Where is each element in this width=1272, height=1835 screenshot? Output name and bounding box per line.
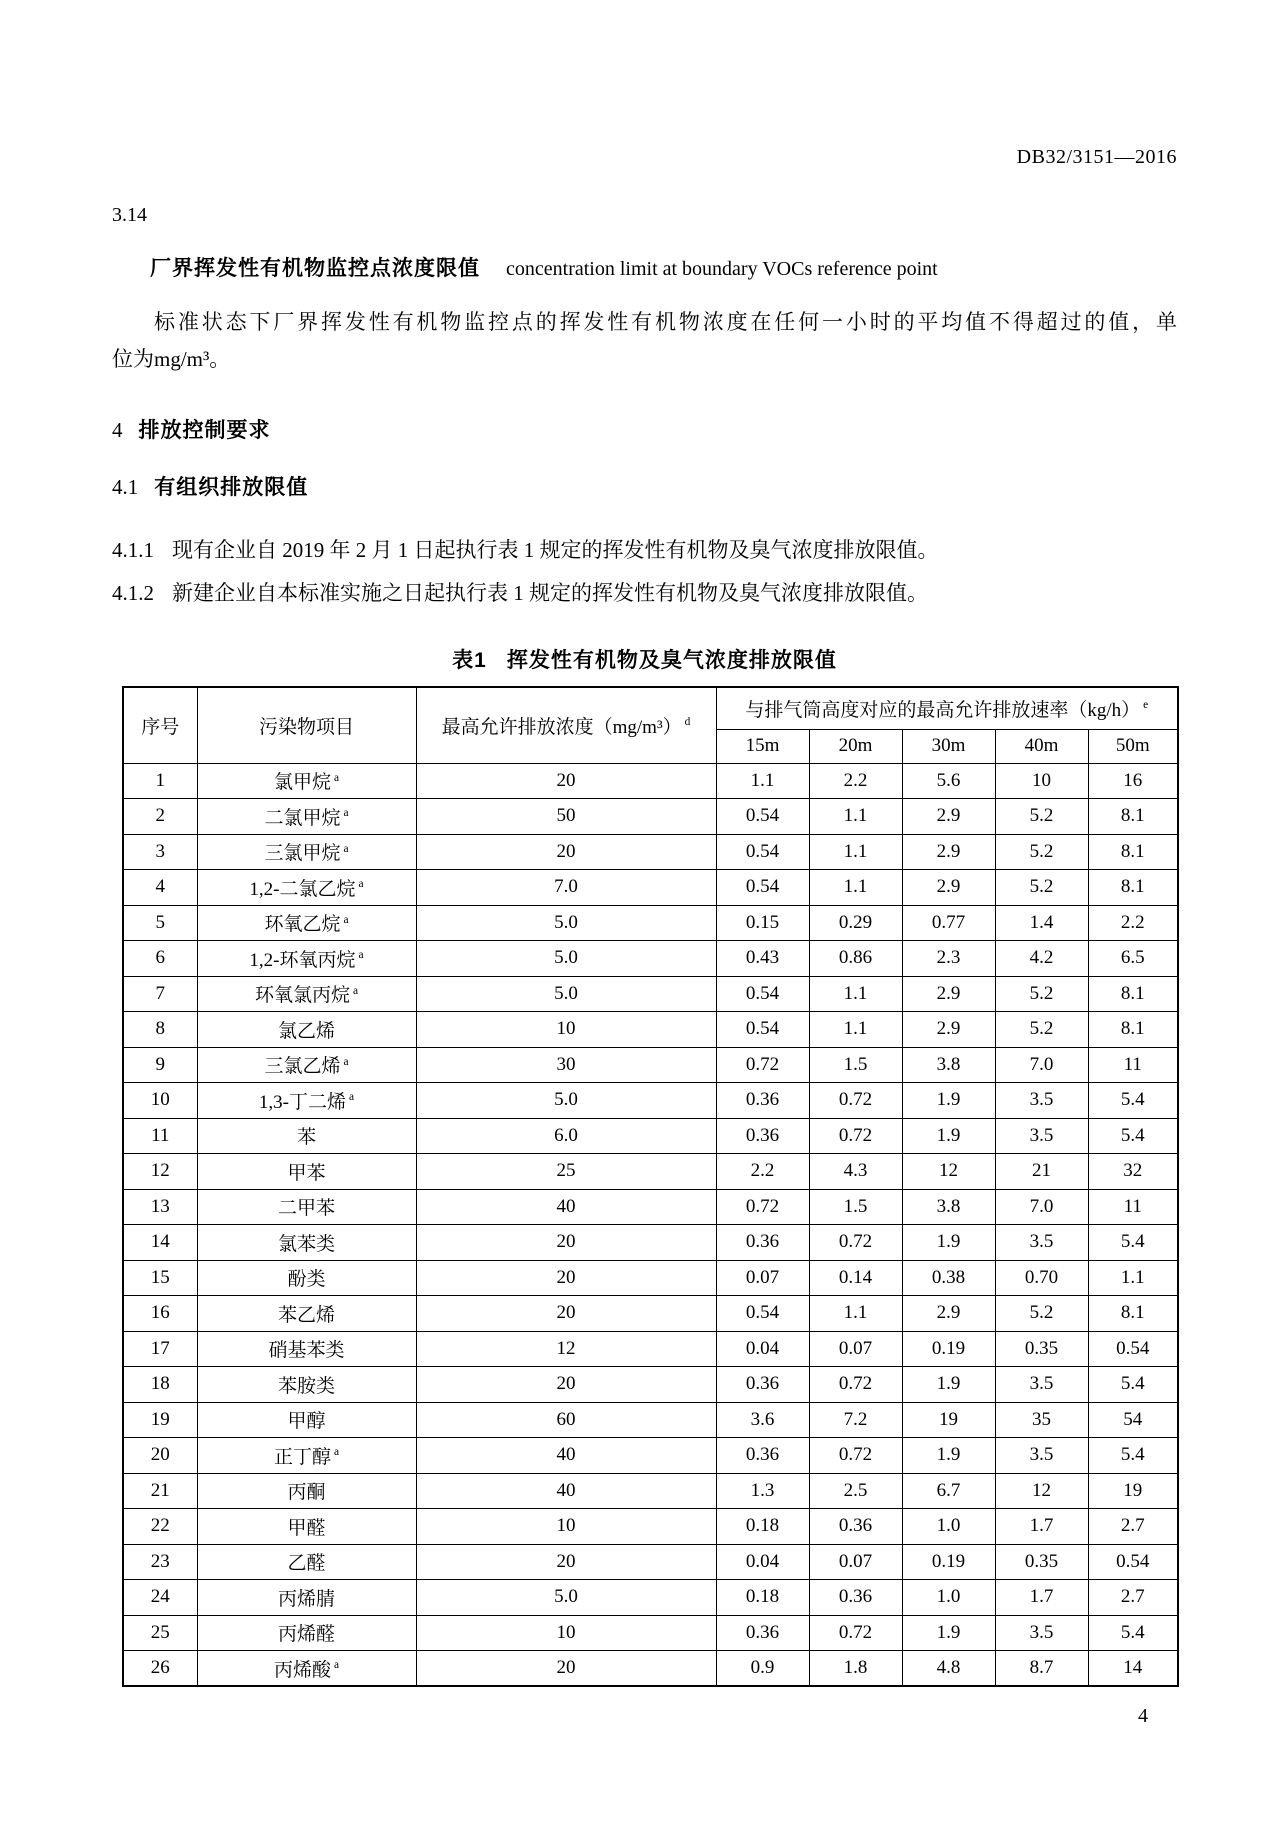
row-rate-30m: 0.19	[902, 1544, 995, 1580]
row-rate-20m: 0.86	[809, 941, 902, 977]
row-rate-15m: 0.15	[716, 905, 809, 941]
column-header-seq: 序号	[123, 687, 197, 763]
row-rate-20m: 1.1	[809, 1012, 902, 1048]
row-rate-30m: 3.8	[902, 1189, 995, 1225]
table-row	[123, 941, 1178, 977]
row-rate-15m: 0.36	[716, 1225, 809, 1261]
emission-limits-table	[122, 686, 1179, 1687]
row-seq: 12	[123, 1154, 197, 1190]
table-row	[123, 799, 1178, 835]
row-pollutant: 1,3-丁二烯 $^a$	[197, 1083, 416, 1119]
column-header-rate-group-text: 与排气筒高度对应的最高允许排放速率（kg/h）	[745, 699, 1141, 721]
row-rate-40m: 4.2	[995, 941, 1088, 977]
row-rate-15m: 0.54	[716, 976, 809, 1012]
row-rate-20m: 1.5	[809, 1189, 902, 1225]
row-pollutant: 正丁醇 $^a$	[197, 1438, 416, 1474]
row-pollutant: 二氯甲烷 $^a$	[197, 799, 416, 835]
row-concentration: 40	[416, 1438, 716, 1474]
table-row	[123, 1260, 1178, 1296]
clause-4-1-1-text: 现有企业自 2019 年 2 月 1 日起执行表 1 规定的挥发性有机物及臭气浓度排放限值。	[172, 538, 939, 562]
table-row	[123, 870, 1178, 906]
table-row	[123, 1402, 1178, 1438]
footnote-marker-a: a	[333, 1446, 340, 1459]
table-1-caption-label: 表1	[452, 649, 487, 672]
row-rate-30m: 1.9	[902, 1225, 995, 1261]
table-row	[123, 976, 1178, 1012]
row-seq: 18	[123, 1367, 197, 1403]
table-row	[123, 1118, 1178, 1154]
row-rate-50m: 8.1	[1088, 834, 1178, 870]
row-rate-20m: 0.72	[809, 1615, 902, 1651]
row-rate-30m: 1.9	[902, 1367, 995, 1403]
row-rate-40m: 0.70	[995, 1260, 1088, 1296]
row-rate-20m: 4.3	[809, 1154, 902, 1190]
table-row	[123, 1473, 1178, 1509]
row-concentration: 20	[416, 1651, 716, 1687]
row-rate-40m: 8.7	[995, 1651, 1088, 1687]
term-english: concentration limit at boundary VOCs reference point	[506, 258, 938, 280]
row-rate-30m: 2.9	[902, 976, 995, 1012]
row-concentration: 20	[416, 1367, 716, 1403]
row-rate-20m: 1.1	[809, 870, 902, 906]
row-rate-15m: 0.36	[716, 1367, 809, 1403]
footnote-marker-a: a	[343, 913, 349, 926]
footnote-marker-a: a	[343, 807, 349, 820]
row-rate-20m: 0.36	[809, 1509, 902, 1545]
row-rate-40m: 1.4	[995, 905, 1088, 941]
row-rate-40m: 5.2	[995, 1012, 1088, 1048]
row-rate-15m: 0.9	[716, 1651, 809, 1687]
row-rate-50m: 5.4	[1088, 1083, 1178, 1119]
row-seq: 11	[123, 1118, 197, 1154]
table-row	[123, 1651, 1178, 1687]
row-rate-30m: 1.0	[902, 1580, 995, 1616]
row-seq: 15	[123, 1260, 197, 1296]
row-rate-40m: 3.5	[995, 1225, 1088, 1261]
row-concentration: 60	[416, 1402, 716, 1438]
table-row	[123, 1367, 1178, 1403]
row-rate-20m: 0.72	[809, 1118, 902, 1154]
row-rate-15m: 0.54	[716, 799, 809, 835]
pollutant-table-body	[123, 763, 1178, 1686]
column-header-concentration	[416, 687, 716, 763]
row-seq: 9	[123, 1047, 197, 1083]
row-rate-40m: 1.7	[995, 1580, 1088, 1616]
clause-number-3-14: 3.14	[112, 204, 147, 226]
table-row	[123, 1047, 1178, 1083]
row-rate-20m: 1.1	[809, 976, 902, 1012]
section-4-1-heading	[112, 471, 308, 501]
row-rate-30m: 2.3	[902, 941, 995, 977]
row-concentration: 30	[416, 1047, 716, 1083]
row-rate-50m: 5.4	[1088, 1615, 1178, 1651]
row-rate-15m: 1.3	[716, 1473, 809, 1509]
row-rate-15m: 0.54	[716, 870, 809, 906]
row-pollutant: 甲苯	[197, 1154, 416, 1190]
row-concentration: 40	[416, 1189, 716, 1225]
table-header	[123, 687, 1178, 763]
table-row	[123, 1544, 1178, 1580]
row-pollutant: 苯乙烯	[197, 1296, 416, 1332]
row-pollutant: 氯乙烯	[197, 1012, 416, 1048]
definition-text-line1: 标准状态下厂界挥发性有机物监控点的挥发性有机物浓度在任何一小时的平均值不得超过的值，单	[154, 310, 1177, 334]
table-row	[123, 1225, 1178, 1261]
row-concentration: 5.0	[416, 976, 716, 1012]
column-header-20m: 20m	[809, 729, 902, 763]
row-rate-30m: 5.6	[902, 763, 995, 799]
row-seq: 8	[123, 1012, 197, 1048]
table-1-caption-title: 挥发性有机物及臭气浓度排放限值	[506, 649, 837, 672]
row-pollutant: 苯胺类	[197, 1367, 416, 1403]
row-rate-15m: 0.72	[716, 1047, 809, 1083]
table-row	[123, 1154, 1178, 1190]
row-rate-30m: 0.19	[902, 1331, 995, 1367]
footnote-marker-a: a	[343, 1055, 349, 1068]
row-rate-50m: 19	[1088, 1473, 1178, 1509]
column-header-50m: 50m	[1088, 729, 1178, 763]
row-rate-15m: 0.18	[716, 1509, 809, 1545]
footnote-marker-a: a	[349, 1091, 355, 1104]
row-seq: 23	[123, 1544, 197, 1580]
row-concentration: 20	[416, 1260, 716, 1296]
row-rate-30m: 2.9	[902, 834, 995, 870]
row-rate-30m: 6.7	[902, 1473, 995, 1509]
row-rate-20m: 2.2	[809, 763, 902, 799]
row-rate-15m: 0.36	[716, 1615, 809, 1651]
row-rate-40m: 3.5	[995, 1118, 1088, 1154]
section-4-1-title: 有组织排放限值	[154, 476, 309, 499]
row-pollutant: 硝基苯类	[197, 1331, 416, 1367]
row-concentration: 10	[416, 1509, 716, 1545]
row-rate-20m: 0.14	[809, 1260, 902, 1296]
row-rate-15m: 0.54	[716, 834, 809, 870]
row-rate-15m: 0.72	[716, 1189, 809, 1225]
row-rate-20m: 0.36	[809, 1580, 902, 1616]
section-4-title: 排放控制要求	[138, 419, 271, 442]
row-concentration: 5.0	[416, 1083, 716, 1119]
row-rate-20m: 0.07	[809, 1544, 902, 1580]
row-rate-40m: 35	[995, 1402, 1088, 1438]
clause-4-1-2-text: 新建企业自本标准实施之日起执行表 1 规定的挥发性有机物及臭气浓度排放限值。	[172, 581, 928, 605]
footnote-marker-a: a	[352, 984, 359, 997]
row-pollutant: 甲醛	[197, 1509, 416, 1545]
row-pollutant: 二甲苯	[197, 1189, 416, 1225]
row-rate-40m: 12	[995, 1473, 1088, 1509]
row-seq: 24	[123, 1580, 197, 1616]
table-row	[123, 1580, 1178, 1616]
row-rate-50m: 8.1	[1088, 1012, 1178, 1048]
clause-4-1-2	[112, 577, 1177, 607]
column-header-15m: 15m	[716, 729, 809, 763]
row-pollutant: 酚类	[197, 1260, 416, 1296]
row-rate-15m: 0.07	[716, 1260, 809, 1296]
section-4-heading	[112, 414, 271, 444]
footnote-marker-a: a	[343, 842, 349, 855]
row-rate-50m: 8.1	[1088, 976, 1178, 1012]
row-rate-50m: 11	[1088, 1189, 1178, 1225]
row-rate-30m: 2.9	[902, 1296, 995, 1332]
row-rate-50m: 5.4	[1088, 1367, 1178, 1403]
footnote-marker-a: a	[333, 771, 340, 784]
row-rate-20m: 1.1	[809, 1296, 902, 1332]
row-rate-30m: 0.77	[902, 905, 995, 941]
footnote-marker-e: e	[1143, 699, 1149, 712]
row-rate-50m: 16	[1088, 763, 1178, 799]
clause-4-1-2-number: 4.1.2	[112, 581, 154, 605]
row-rate-40m: 5.2	[995, 976, 1088, 1012]
row-rate-50m: 5.4	[1088, 1438, 1178, 1474]
row-rate-40m: 5.2	[995, 834, 1088, 870]
row-seq: 1	[123, 763, 197, 799]
row-pollutant: 环氧乙烷 $^a$	[197, 905, 416, 941]
row-rate-20m: 1.1	[809, 799, 902, 835]
row-rate-20m: 2.5	[809, 1473, 902, 1509]
row-rate-15m: 0.18	[716, 1580, 809, 1616]
row-pollutant: 1,2-二氯乙烷 $^a$	[197, 870, 416, 906]
section-4-number: 4	[112, 418, 123, 442]
row-pollutant: 乙醛	[197, 1544, 416, 1580]
row-rate-50m: 32	[1088, 1154, 1178, 1190]
row-concentration: 50	[416, 799, 716, 835]
column-header-40m: 40m	[995, 729, 1088, 763]
row-concentration: 20	[416, 1544, 716, 1580]
row-concentration: 10	[416, 1615, 716, 1651]
row-rate-50m: 14	[1088, 1651, 1178, 1687]
row-rate-15m: 0.36	[716, 1438, 809, 1474]
row-rate-30m: 2.9	[902, 799, 995, 835]
row-rate-40m: 10	[995, 763, 1088, 799]
row-seq: 14	[123, 1225, 197, 1261]
row-rate-50m: 0.54	[1088, 1544, 1178, 1580]
row-rate-40m: 7.0	[995, 1189, 1088, 1225]
row-rate-30m: 1.9	[902, 1438, 995, 1474]
row-rate-20m: 1.5	[809, 1047, 902, 1083]
row-seq: 7	[123, 976, 197, 1012]
table-row	[123, 763, 1178, 799]
row-rate-20m: 0.07	[809, 1331, 902, 1367]
row-rate-40m: 0.35	[995, 1544, 1088, 1580]
clause-4-1-1	[112, 534, 1177, 564]
row-seq: 3	[123, 834, 197, 870]
row-concentration: 20	[416, 834, 716, 870]
row-rate-50m: 8.1	[1088, 870, 1178, 906]
table-row	[123, 834, 1178, 870]
table-row	[123, 1189, 1178, 1225]
header-group-row	[123, 687, 1178, 729]
row-rate-30m: 1.0	[902, 1509, 995, 1545]
table-row	[123, 1012, 1178, 1048]
row-rate-15m: 0.04	[716, 1544, 809, 1580]
row-rate-30m: 2.9	[902, 1012, 995, 1048]
row-seq: 2	[123, 799, 197, 835]
row-rate-50m: 5.4	[1088, 1225, 1178, 1261]
row-rate-15m: 2.2	[716, 1154, 809, 1190]
column-header-rate-group	[716, 687, 1178, 729]
row-seq: 26	[123, 1651, 197, 1687]
row-rate-40m: 1.7	[995, 1509, 1088, 1545]
row-rate-15m: 0.43	[716, 941, 809, 977]
row-rate-50m: 6.5	[1088, 941, 1178, 977]
row-rate-40m: 3.5	[995, 1438, 1088, 1474]
row-concentration: 5.0	[416, 905, 716, 941]
row-rate-50m: 2.7	[1088, 1580, 1178, 1616]
definition-text-line2: 位为mg/m³。	[112, 347, 231, 371]
row-concentration: 20	[416, 1225, 716, 1261]
row-concentration: 40	[416, 1473, 716, 1509]
row-pollutant: 丙酮	[197, 1473, 416, 1509]
row-rate-50m: 2.7	[1088, 1509, 1178, 1545]
row-rate-50m: 11	[1088, 1047, 1178, 1083]
column-header-concentration-text: 最高允许排放浓度（mg/m³）	[441, 716, 682, 738]
section-4-1-number: 4.1	[112, 475, 139, 499]
footnote-marker-d: d	[684, 716, 691, 729]
row-pollutant: 三氯乙烯 $^a$	[197, 1047, 416, 1083]
row-rate-20m: 1.1	[809, 834, 902, 870]
row-rate-50m: 54	[1088, 1402, 1178, 1438]
row-rate-40m: 0.35	[995, 1331, 1088, 1367]
row-pollutant: 氯苯类	[197, 1225, 416, 1261]
row-pollutant: 丙烯酸 $^a$	[197, 1651, 416, 1687]
table-row	[123, 905, 1178, 941]
row-rate-40m: 3.5	[995, 1615, 1088, 1651]
row-rate-40m: 3.5	[995, 1367, 1088, 1403]
row-seq: 10	[123, 1083, 197, 1119]
table-row	[123, 1331, 1178, 1367]
footnote-marker-a: a	[358, 949, 364, 962]
row-pollutant: 氯甲烷 $^a$	[197, 763, 416, 799]
page-number: 4	[1138, 1705, 1148, 1727]
row-rate-50m: 8.1	[1088, 799, 1178, 835]
footnote-marker-a: a	[333, 1659, 340, 1672]
row-rate-50m: 0.54	[1088, 1331, 1178, 1367]
table-row	[123, 1615, 1178, 1651]
row-rate-40m: 5.2	[995, 799, 1088, 835]
row-rate-30m: 3.8	[902, 1047, 995, 1083]
row-rate-20m: 0.72	[809, 1367, 902, 1403]
term-definition-heading	[150, 252, 938, 282]
row-pollutant: 苯	[197, 1118, 416, 1154]
row-pollutant: 丙烯醛	[197, 1615, 416, 1651]
row-rate-15m: 0.54	[716, 1012, 809, 1048]
row-seq: 25	[123, 1615, 197, 1651]
row-concentration: 20	[416, 1296, 716, 1332]
row-rate-30m: 12	[902, 1154, 995, 1190]
column-header-pollutant: 污染物项目	[197, 687, 416, 763]
row-seq: 4	[123, 870, 197, 906]
row-rate-50m: 5.4	[1088, 1118, 1178, 1154]
row-rate-20m: 1.8	[809, 1651, 902, 1687]
row-rate-15m: 0.54	[716, 1296, 809, 1332]
row-rate-15m: 0.36	[716, 1118, 809, 1154]
row-rate-50m: 1.1	[1088, 1260, 1178, 1296]
table-row	[123, 1296, 1178, 1332]
row-pollutant: 甲醇	[197, 1402, 416, 1438]
row-concentration: 12	[416, 1331, 716, 1367]
row-rate-40m: 7.0	[995, 1047, 1088, 1083]
row-rate-30m: 4.8	[902, 1651, 995, 1687]
row-rate-40m: 21	[995, 1154, 1088, 1190]
row-concentration: 5.0	[416, 941, 716, 977]
row-concentration: 7.0	[416, 870, 716, 906]
row-pollutant: 1,2-环氧丙烷 $^a$	[197, 941, 416, 977]
row-rate-40m: 5.2	[995, 1296, 1088, 1332]
row-rate-30m: 1.9	[902, 1083, 995, 1119]
row-seq: 22	[123, 1509, 197, 1545]
row-seq: 17	[123, 1331, 197, 1367]
row-concentration: 10	[416, 1012, 716, 1048]
footnote-marker-a: a	[358, 878, 364, 891]
table-row	[123, 1083, 1178, 1119]
row-rate-20m: 0.29	[809, 905, 902, 941]
row-pollutant: 环氧氯丙烷 $^a$	[197, 976, 416, 1012]
row-rate-30m: 19	[902, 1402, 995, 1438]
row-seq: 19	[123, 1402, 197, 1438]
column-header-30m: 30m	[902, 729, 995, 763]
row-rate-40m: 5.2	[995, 870, 1088, 906]
row-concentration: 20	[416, 763, 716, 799]
row-seq: 16	[123, 1296, 197, 1332]
row-rate-15m: 1.1	[716, 763, 809, 799]
row-pollutant: 三氯甲烷 $^a$	[197, 834, 416, 870]
row-seq: 13	[123, 1189, 197, 1225]
row-rate-15m: 0.36	[716, 1083, 809, 1119]
row-rate-30m: 1.9	[902, 1615, 995, 1651]
term-chinese: 厂界挥发性有机物监控点浓度限值	[150, 257, 480, 280]
row-rate-20m: 7.2	[809, 1402, 902, 1438]
row-rate-40m: 3.5	[995, 1083, 1088, 1119]
row-rate-20m: 0.72	[809, 1083, 902, 1119]
row-rate-50m: 2.2	[1088, 905, 1178, 941]
table-row	[123, 1438, 1178, 1474]
row-rate-15m: 3.6	[716, 1402, 809, 1438]
row-concentration: 6.0	[416, 1118, 716, 1154]
row-seq: 6	[123, 941, 197, 977]
row-rate-30m: 1.9	[902, 1118, 995, 1154]
row-rate-15m: 0.04	[716, 1331, 809, 1367]
row-seq: 5	[123, 905, 197, 941]
table-1-caption	[112, 644, 1177, 674]
clause-4-1-1-number: 4.1.1	[112, 538, 154, 562]
row-rate-20m: 0.72	[809, 1438, 902, 1474]
standard-code-header: DB32/3151—2016	[1016, 146, 1177, 168]
table-row	[123, 1509, 1178, 1545]
row-pollutant: 丙烯腈	[197, 1580, 416, 1616]
row-rate-20m: 0.72	[809, 1225, 902, 1261]
row-seq: 21	[123, 1473, 197, 1509]
row-rate-50m: 8.1	[1088, 1296, 1178, 1332]
row-rate-30m: 2.9	[902, 870, 995, 906]
row-rate-30m: 0.38	[902, 1260, 995, 1296]
row-concentration: 5.0	[416, 1580, 716, 1616]
row-seq: 20	[123, 1438, 197, 1474]
row-concentration: 25	[416, 1154, 716, 1190]
